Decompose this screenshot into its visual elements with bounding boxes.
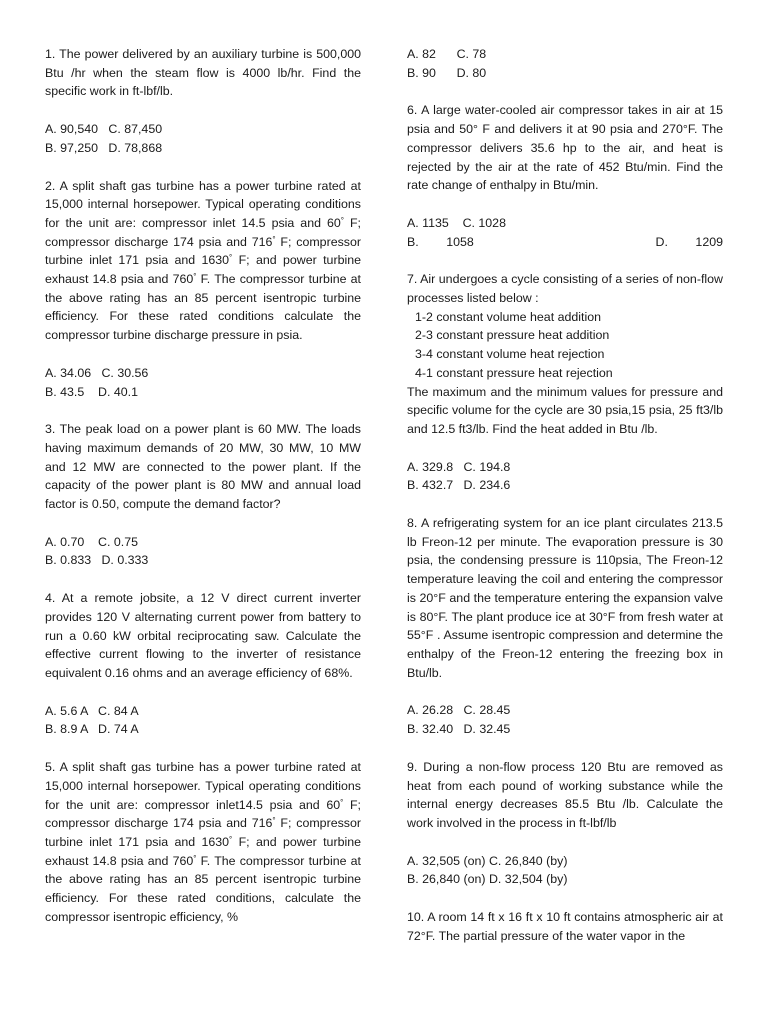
choice-line: A. 90,540 C. 87,450 xyxy=(45,122,163,137)
choice-line-spread xyxy=(407,233,723,252)
question-1 xyxy=(45,45,361,101)
question-3 xyxy=(45,420,361,514)
degree-mark: ° xyxy=(193,853,197,863)
question-5 xyxy=(45,758,361,926)
question-4 xyxy=(45,589,361,683)
degree-mark: ° xyxy=(272,816,276,826)
question-8 xyxy=(407,514,723,682)
choice-line: B. 43.5 D. 40.1 xyxy=(45,384,138,399)
stem-text: 5. A split shaft gas turbine has a power turbine rated at 15,000 internal horsepower. Typical operating conditions for the unit are: compressor inlet14.5 psia and 60 xyxy=(45,760,361,812)
degree-mark: ° xyxy=(340,797,344,807)
question-5-stem xyxy=(45,758,361,926)
choice-line: B. 32.40 D. 32.45 xyxy=(407,722,511,737)
question-10 xyxy=(407,908,723,945)
choice-line: A. 34.06 C. 30.56 xyxy=(45,365,149,380)
question-4-stem: 4. At a remote jobsite, a 12 V direct current inverter provides 120 V alternating current power from battery to run a 0.60 kW orbital reciprocating saw. Calculate the effective current flowing to the inverter of resistance equivalent 0.16 ohms and an average efficiency of 68%. xyxy=(45,591,361,680)
question-8-stem: 8. A refrigerating system for an ice plant circulates 213.5 lb Freon-12 per minute. The evaporation pressure is 30 psia, the condensing pressure is 110psia, The Freon-12 temperature leaving the coil and entering the compressor is 20°F and the temperature entering the expansion valve is 80°F. The plant produce ice at 30°F from fresh water at 55°F . Assume isentropic compression and determine the enthalpy of the Freon-12 entering the freezing box in Btu/lb. xyxy=(407,516,723,680)
process-item: 2-3 constant pressure heat addition xyxy=(415,328,610,343)
choice-line: B. 90 D. 80 xyxy=(407,65,487,80)
degree-mark: ° xyxy=(340,215,344,225)
question-3-stem: 3. The peak load on a power plant is 60 MW. The loads having maximum demands of 20 MW, 30 MW, 10 MW and 12 MW are connected to the power plant. If the capacity of the power plant is 80 MW and annual load factor is 0.50, compute the demand factor? xyxy=(45,422,361,512)
question-1-stem: 1. The power delivered by an auxiliary turbine is 500,000 Btu /hr when the steam flow is 4000 lb/hr. Find the specific work in ft-lbf/lb. xyxy=(45,47,361,99)
stem-text: F; compressor discharge 174 psia and 716 xyxy=(45,797,361,831)
question-9-stem: 9. During a non-flow process 120 Btu are removed as heat from each pound of working substance while the internal energy decreases 85.5 Btu /lb. Calculate the work involved in the process in ft-lbf/lb xyxy=(407,759,723,830)
question-6-choices xyxy=(407,214,723,251)
choice-line: A. 5.6 A C. 84 A xyxy=(45,703,139,718)
question-6-stem: 6. A large water-cooled air compressor takes in air at 15 psia and 50° F and delivers it at 90 psia and 270°F. The compressor delivers 35.6 hp to the air, and heat is rejected by the air at the rate of 452 Btu/min. Find the rate change of enthalpy in Btu/min. xyxy=(407,103,723,193)
choice-line: B. 8.9 A D. 74 A xyxy=(45,722,139,737)
question-2-choices xyxy=(45,364,361,401)
process-list xyxy=(407,308,723,383)
question-5-choices xyxy=(407,45,723,82)
question-6 xyxy=(407,101,723,195)
degree-mark: ° xyxy=(229,834,233,844)
degree-mark: ° xyxy=(193,272,197,282)
question-9-choices xyxy=(407,852,723,889)
choice-line: A. 26.28 C. 28.45 xyxy=(407,703,511,718)
stem-text: F; compressor discharge 174 psia and 716 xyxy=(45,215,361,249)
choice-line: B. 0.833 D. 0.333 xyxy=(45,553,149,568)
stem-text: 2. A split shaft gas turbine has a power turbine rated at 15,000 internal horsepower. Typical operating conditions for the unit are: compressor inlet 14.5 psia and 60 xyxy=(45,178,361,230)
choice-line: B. 432.7 D. 234.6 xyxy=(407,478,511,493)
left-column xyxy=(45,45,361,945)
process-item: 4-1 constant pressure heat rejection xyxy=(415,365,613,380)
stem-text: F; compressor turbine inlet 171 psia and 1630 xyxy=(45,816,361,849)
stem-text: F; compressor turbine inlet 171 psia and 1630 xyxy=(45,234,361,268)
question-3-choices xyxy=(45,533,361,570)
choice-d: D. 1209 xyxy=(655,234,723,249)
process-item: 1-2 constant volume heat addition xyxy=(415,309,601,324)
stem-text: F; and power turbine exhaust 14.8 psia and 760 xyxy=(45,834,361,868)
question-4-choices xyxy=(45,702,361,739)
choice-line: B. 26,840 (on) D. 32,504 (by) xyxy=(407,872,568,887)
choice-line: A. 32,505 (on) C. 26,840 (by) xyxy=(407,853,568,868)
question-2-stem xyxy=(45,177,361,345)
stem-text: F; and power turbine exhaust 14.8 psia and 760 xyxy=(45,253,361,287)
right-column xyxy=(407,45,723,964)
choice-b: B. 1058 xyxy=(407,234,474,249)
question-7-intro: 7. Air undergoes a cycle consisting of a series of non-flow processes listed below : xyxy=(407,272,723,306)
question-7-choices xyxy=(407,458,723,495)
question-7-rest: The maximum and the minimum values for pressure and specific volume for the cycle are 30 psia,15 psia, 25 ft3/lb and 12.5 ft3/lb. Find the heat added in Btu /lb. xyxy=(407,384,723,436)
degree-mark: ° xyxy=(229,253,233,263)
degree-mark: ° xyxy=(272,234,276,244)
question-9 xyxy=(407,758,723,833)
question-7 xyxy=(407,270,723,438)
process-item: 3-4 constant volume heat rejection xyxy=(415,347,605,362)
stem-text: F. The compressor turbine at the above rating has an 85 percent isentropic turbine efficiency. For these rated conditions, calculate the compressor isentropic efficiency, % xyxy=(45,853,361,924)
choice-line: A. 82 C. 78 xyxy=(407,47,487,61)
question-2 xyxy=(45,177,361,345)
choice-line: A. 0.70 C. 0.75 xyxy=(45,534,138,549)
question-10-stem: 10. A room 14 ft x 16 ft x 10 ft contains atmospheric air at 72°F. The partial pressure of the water vapor in the xyxy=(407,910,723,943)
choice-line: A. 1135 C. 1028 xyxy=(407,215,506,230)
question-1-choices xyxy=(45,120,361,157)
choice-line: A. 329.8 C. 194.8 xyxy=(407,459,511,474)
stem-text: F. The compressor turbine at the above rating has an 85 percent isentropic turbine efficiency. For these rated conditions calculate the compressor turbine discharge pressure in psia. xyxy=(45,272,361,343)
question-8-choices xyxy=(407,701,723,738)
choice-line: B. 97,250 D. 78,868 xyxy=(45,140,163,155)
